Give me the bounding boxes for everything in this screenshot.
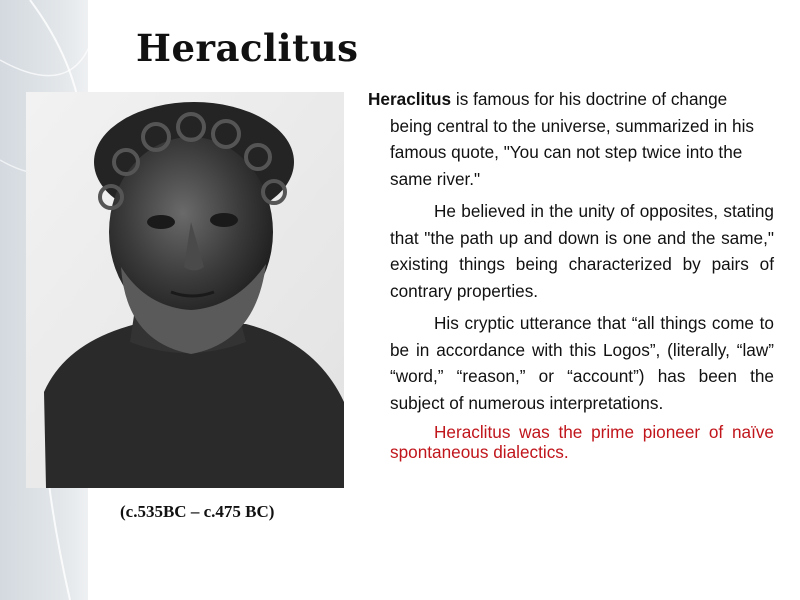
paragraph-unity-of-opposites: He believed in the unity of opposites, stating that "the path up and down is one and the same," existing things being characterized by pairs of contrary properties. [390, 201, 774, 301]
name-bold: Heraclitus [368, 89, 452, 109]
paragraph-doctrine [368, 86, 760, 192]
date-caption: (c.535BC – c.475 BC) [120, 502, 275, 521]
paragraph-dialectics: Heraclitus was the prime pioneer of naïve spontaneous dialectics. [390, 422, 774, 462]
body-text [368, 86, 774, 468]
page-title: Heraclitus [136, 26, 359, 70]
paragraph-logos: His cryptic utterance that “all things come to be in accordance with this Logos”, (literally, “law” “word,” “reason,” or “account”) has been the subject of numerous interpretations. [390, 313, 774, 413]
portrait-image [26, 92, 344, 488]
paragraph-doctrine-text: is famous for his doctrine of change being central to the universe, summarized in his famous quote, "You can not step twice into the same river." [390, 89, 754, 189]
